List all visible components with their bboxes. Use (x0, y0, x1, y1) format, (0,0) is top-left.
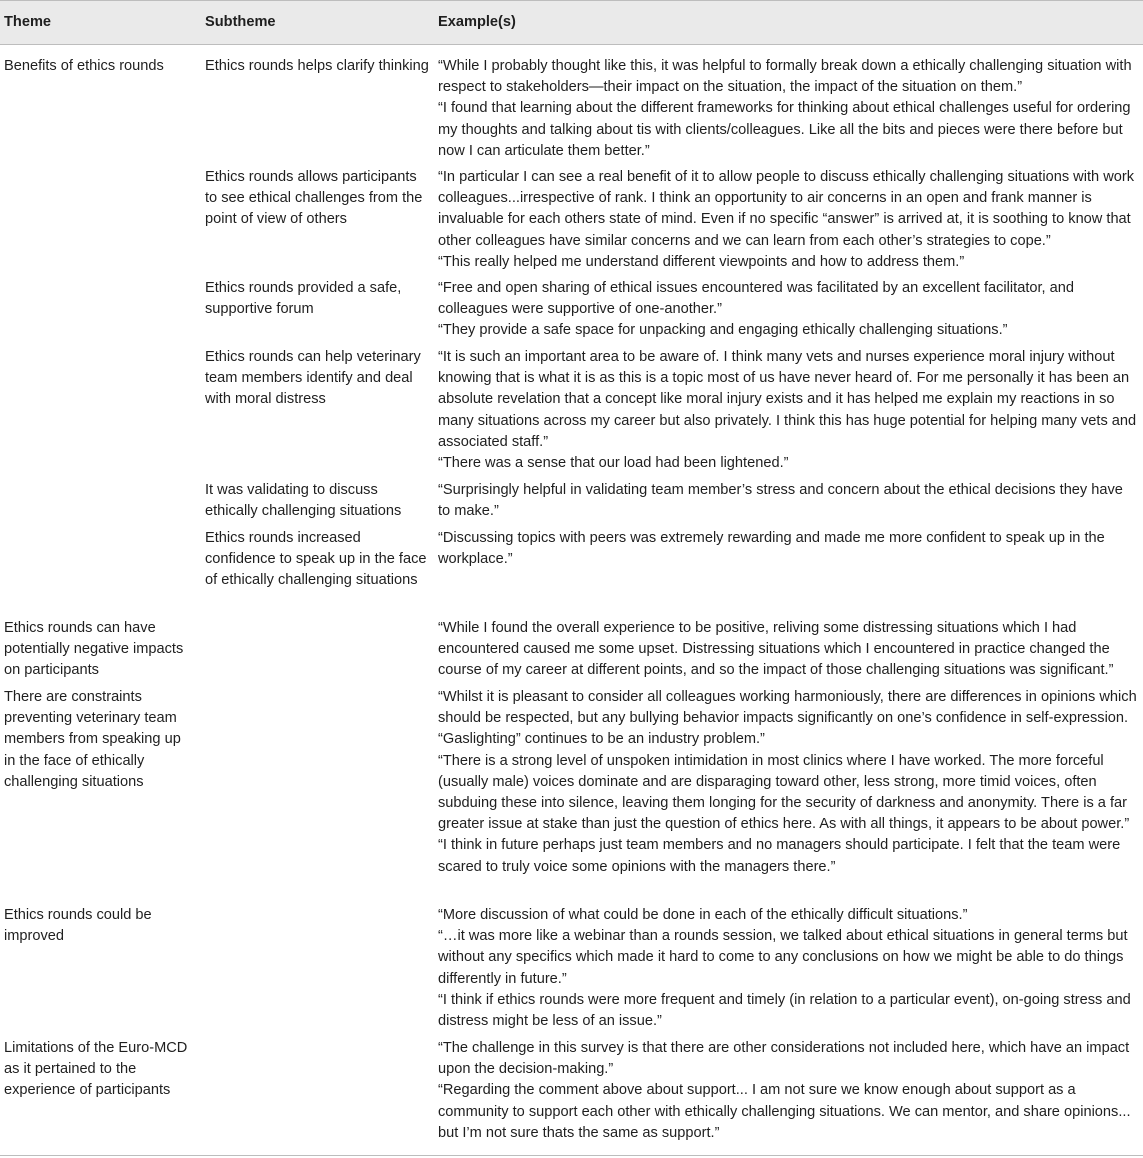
quote: “There was a sense that our load had been lightened.” (438, 455, 789, 472)
quote: “Surprisingly helpful in validating team member’s stress and concern about the ethical decisions they have to make.” (438, 482, 1123, 520)
examples-cell (438, 528, 1138, 570)
subtheme-cell: Ethics rounds provided a safe, supportive forum (205, 280, 402, 318)
subtheme-cell: It was validating to discuss ethically challenging situations (205, 482, 402, 520)
subtheme-cell: Ethics rounds helps clarify thinking (205, 58, 429, 74)
quote: “There is a strong level of unspoken intimidation in most clinics where I have worked. The more forceful (usually male) voices dominate and are disparaging toward other, less strong, more timid voices, often subduing these into silence, leaving them longing for the security of darkness and anonymity. There is a far greater issue at stake than just the question of ethics here. As with all things, it appears to be about power.” (438, 752, 1130, 833)
quote: “…it was more like a webinar than a rounds session, we talked about ethical situations in general terms but without any specifics which made it hard to come to any conclusions on how we might be able to do things differently in future.” (438, 928, 1128, 987)
table-bottom-rule (0, 1155, 1143, 1156)
header-examples: Example(s) (438, 14, 516, 30)
examples-cell (438, 56, 1138, 162)
theme-cell: Ethics rounds could be improved (4, 907, 152, 945)
examples-cell (438, 1038, 1138, 1144)
quote: “The challenge in this survey is that there are other considerations not included here, which have an impact upon the decision-making.” (438, 1040, 1130, 1078)
header-subtheme: Subtheme (205, 14, 276, 30)
quote: “This really helped me understand different viewpoints and how to address them.” (438, 253, 965, 270)
subtheme-cell: Ethics rounds allows participants to see ethical challenges from the point of view of others (205, 169, 423, 228)
examples-cell (438, 347, 1138, 474)
examples-cell (438, 905, 1138, 1032)
header-theme: Theme (4, 14, 52, 30)
subtheme-cell: Ethics rounds can help veterinary team members identify and deal with moral distress (205, 349, 421, 408)
quote: “I think in future perhaps just team members and no managers should participate. I felt that the team were scared to truly voice some opinions with the managers there.” (438, 837, 1121, 875)
examples-cell (438, 480, 1138, 522)
quote: “It is such an important area to be aware of. I think many vets and nurses experience moral injury without knowing that is what it is as this is a topic most of us have never heard of. For me personally it has been an absolute revelation that a concept like moral injury exists and it has helped me explain my reactions in so many situations across my career but also privately. I think this has huge potential for helping many vets and associated staff.” (438, 349, 1137, 450)
examples-cell (438, 618, 1138, 682)
quote: “I found that learning about the different frameworks for thinking about ethical challenges useful for ordering my thoughts and talking about tis with clients/colleagues. Like all the bits and pieces were there before but now I can articulate them better.” (438, 100, 1131, 159)
quote: “Free and open sharing of ethical issues encountered was facilitated by an excellent facilitator, and colleagues were supportive of one-another.” (438, 280, 1075, 318)
subtheme-cell: Ethics rounds increased confidence to speak up in the face of ethically challenging situations (205, 530, 427, 589)
theme-cell: Benefits of ethics rounds (4, 58, 164, 74)
quote: “Discussing topics with peers was extremely rewarding and made me more confident to speak up in the workplace.” (438, 530, 1105, 568)
examples-cell (438, 687, 1138, 878)
theme-cell: Limitations of the Euro-MCD as it pertained to the experience of participants (4, 1040, 188, 1099)
quote: “In particular I can see a real benefit of it to allow people to discuss ethically challenging situations with work colleagues...irrespective of rank. I think an opportunity to air concerns in an open and frank manner is invaluable for each others state of mind. Even if no specific “answer” is arrived at, it is soothing to know that other colleagues have similar concerns and we can learn from each other’s strategies to cope.” (438, 169, 1135, 249)
theme-cell: There are constraints preventing veterinary team members from speaking up in the face of ethically challenging situations (4, 689, 181, 790)
examples-cell (438, 278, 1138, 342)
quote: “More discussion of what could be done in each of the ethically difficult situations.” (438, 907, 968, 923)
examples-cell (438, 167, 1138, 273)
quote: “I think if ethics rounds were more frequent and timely (in relation to a particular event), on-going stress and distress might be less of an issue.” (438, 991, 1131, 1030)
quote: “Regarding the comment above about support... I am not sure we know enough about support as a community to support each other with ethically challenging situations. We can mentor, and share opinions... but I’m not sure thats the same as support.” (438, 1082, 1131, 1141)
quote: “While I found the overall experience to be positive, reliving some distressing situations which I had encountered caused me some upset. Distressing situations which I encountered in practice changed the course of my career at different points, and so the impact of those challenging situations was significant.” (438, 620, 1114, 679)
table-header (0, 0, 1143, 45)
theme-cell: Ethics rounds can have potentially negative impacts on participants (4, 620, 184, 679)
quote: “Whilst it is pleasant to consider all colleagues working harmoniously, there are differences in opinions which should be respected, but any bullying behavior impacts significantly on one’s confidence in self-expression. “Gaslighting” continues to be an industry problem.” (438, 689, 1137, 748)
quote: “They provide a safe space for unpacking and engaging ethically challenging situations.” (438, 322, 1008, 339)
quote: “While I probably thought like this, it was helpful to formally break down a ethically challenging situation with respect to stakeholders—their impact on the situation, the impact of the situation on them.” (438, 58, 1132, 96)
